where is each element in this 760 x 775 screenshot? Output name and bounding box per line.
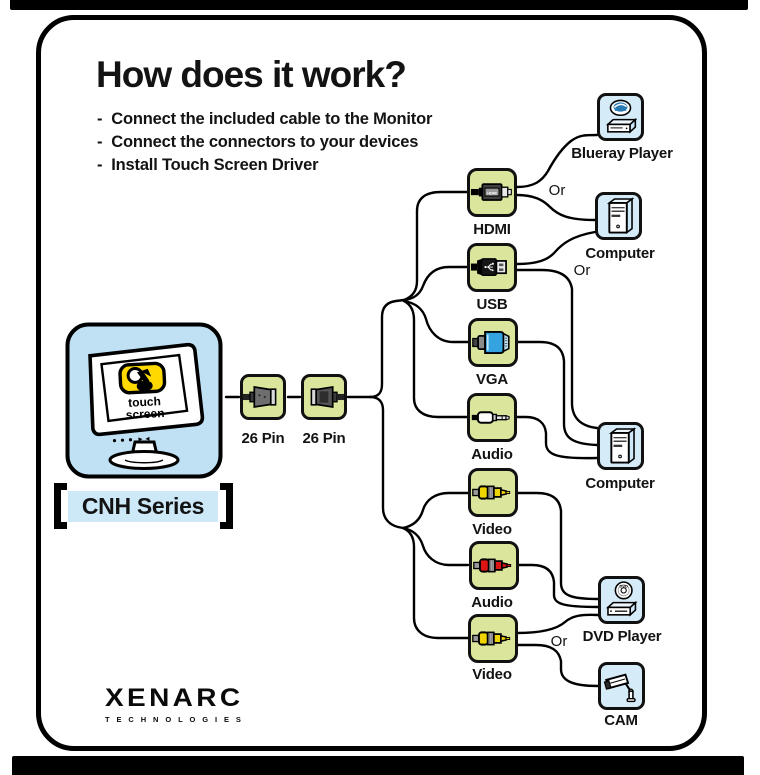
xenarc-logo bbox=[105, 684, 275, 724]
wire-video2-cam bbox=[517, 645, 598, 686]
vga-plug-icon bbox=[471, 321, 515, 364]
device-label: Computer bbox=[585, 475, 655, 492]
audio-minijack-icon bbox=[470, 396, 514, 439]
connector-box-video1 bbox=[468, 468, 518, 517]
wire-usb-computer1 bbox=[517, 232, 595, 264]
touchscreen-monitor-icon bbox=[65, 322, 223, 479]
rca-plug-yellow-icon bbox=[471, 617, 515, 660]
wire-down-trunk bbox=[370, 397, 403, 528]
blueray-player-icon bbox=[600, 96, 641, 138]
series-name: CNH Series bbox=[81, 493, 205, 519]
wire-branch-usb bbox=[404, 267, 468, 300]
bullet-dash: - bbox=[97, 133, 103, 151]
instruction-text: Connect the connectors to your devices bbox=[111, 133, 419, 151]
device-label: Blueray Player bbox=[571, 145, 673, 162]
connector-box-usb bbox=[467, 243, 517, 292]
pin-label: 26 Pin bbox=[241, 430, 285, 447]
connector-label: Audio bbox=[471, 446, 513, 463]
device-label: CAM bbox=[604, 712, 638, 729]
connector-label: HDMI bbox=[473, 221, 511, 238]
connector-26pin-left bbox=[240, 374, 286, 420]
logo-subtitle-text: TECHNOLOGIES bbox=[105, 715, 248, 724]
bullet-dash: - bbox=[97, 110, 103, 128]
wire-branch-video2 bbox=[403, 528, 468, 638]
usb-plug-icon bbox=[470, 246, 514, 289]
svg-text:touch: touch bbox=[127, 394, 162, 410]
or-label-3: Or bbox=[550, 633, 568, 650]
connector-label: Video bbox=[472, 521, 512, 538]
device-box-computer-2 bbox=[597, 422, 644, 470]
cable-plug-icon bbox=[304, 377, 344, 417]
pin-label: 26 Pin bbox=[302, 430, 346, 447]
logo-brand-text: XENARC bbox=[105, 684, 244, 712]
wire-branch-audio bbox=[404, 301, 468, 417]
wire-up-trunk bbox=[370, 300, 404, 397]
wire-branch-video1 bbox=[403, 493, 468, 528]
connector-box-audio-jack bbox=[467, 393, 517, 442]
or-label-1: Or bbox=[548, 182, 566, 199]
svg-text:screen: screen bbox=[125, 405, 165, 422]
device-box-blueray bbox=[597, 93, 644, 141]
dvd-player-icon bbox=[601, 579, 642, 621]
svg-text:DVD: DVD bbox=[619, 583, 628, 589]
device-label: Computer bbox=[585, 245, 655, 262]
computer-tower-icon bbox=[600, 425, 641, 467]
page-title: How does it work? bbox=[96, 54, 406, 95]
cctv-camera-icon bbox=[601, 665, 642, 707]
device-box-cam bbox=[598, 662, 645, 710]
connector-box-vga bbox=[468, 318, 518, 367]
connector-label: VGA bbox=[476, 371, 508, 388]
svg-text:HDMI: HDMI bbox=[487, 191, 497, 196]
wire-usb-computer2 bbox=[517, 270, 597, 428]
connector-label: Video bbox=[472, 666, 512, 683]
rca-plug-red-icon bbox=[472, 544, 516, 587]
connector-box-hdmi bbox=[467, 168, 517, 217]
device-box-computer-1 bbox=[595, 192, 642, 240]
left-bracket bbox=[54, 483, 67, 529]
bullet-dash: - bbox=[97, 156, 103, 174]
computer-tower-icon bbox=[598, 195, 639, 237]
instruction-text: Install Touch Screen Driver bbox=[111, 156, 319, 174]
device-box-dvd bbox=[598, 576, 645, 624]
connector-26pin-right bbox=[301, 374, 347, 420]
wire-branch-hdmi bbox=[404, 192, 468, 300]
cnh-series-label bbox=[68, 491, 218, 522]
wire-video1-dvd bbox=[517, 493, 598, 599]
wire-vga-computer2 bbox=[517, 342, 597, 445]
device-label: DVD Player bbox=[582, 628, 662, 645]
hdmi-plug-icon bbox=[470, 171, 514, 214]
right-bracket bbox=[220, 483, 233, 529]
wire-audio2-dvd bbox=[517, 565, 598, 607]
wire-branch-audio2 bbox=[403, 528, 468, 565]
wire-audio-computer2 bbox=[517, 417, 597, 458]
rca-plug-yellow-icon bbox=[471, 471, 515, 514]
connector-label: Audio bbox=[471, 594, 513, 611]
or-label-2: Or bbox=[573, 262, 591, 279]
instruction-text: Connect the included cable to the Monitor bbox=[111, 110, 433, 128]
cable-plug-icon bbox=[243, 377, 283, 417]
connector-box-video2 bbox=[468, 614, 518, 663]
connector-label: USB bbox=[476, 296, 508, 313]
monitor-illustration bbox=[65, 322, 223, 479]
connector-box-audio-rca bbox=[469, 541, 519, 590]
